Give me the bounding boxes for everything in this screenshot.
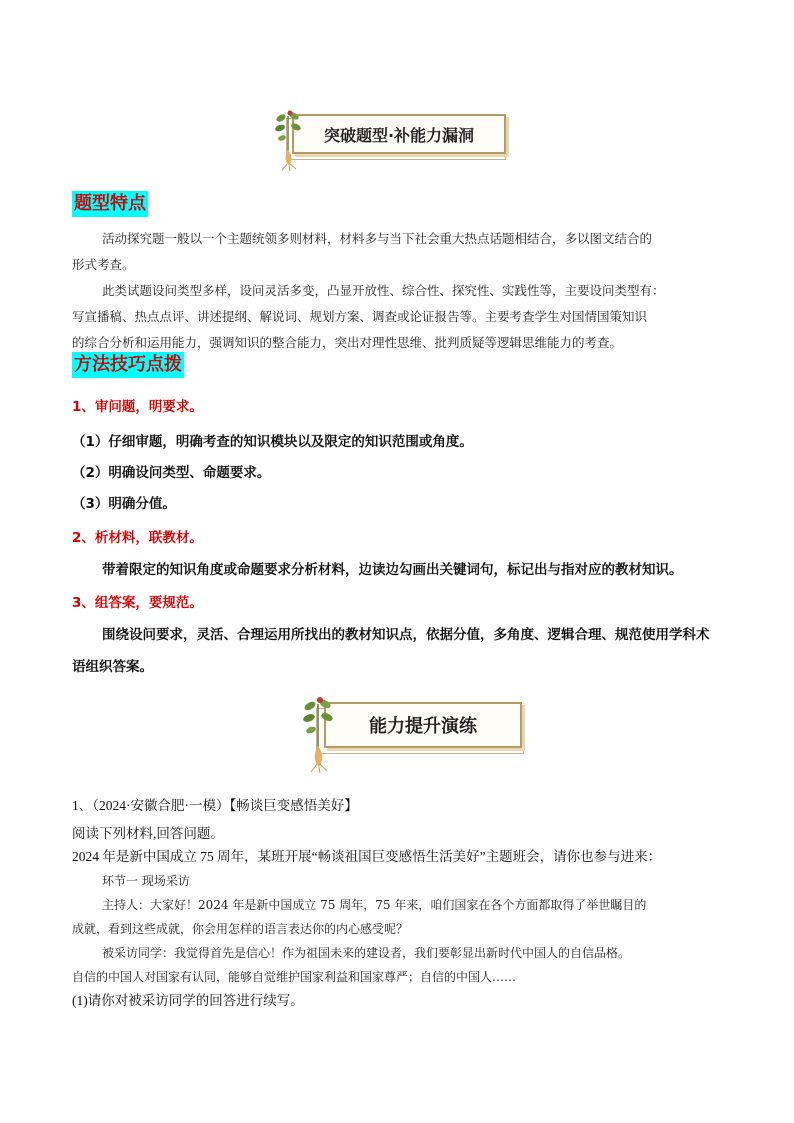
- tip-3-text-cont: 语组织答案。: [72, 659, 153, 675]
- tip-2-text: 带着限定的知识角度或命题要求分析材料，边读边勾画出关键词句，标记出与指对应的教材知识。: [102, 562, 683, 578]
- material-student: 被采访同学：我觉得首先是信心！作为祖国未来的建设者，我们要彰显出新时代中国人的自信品格。: [102, 946, 631, 960]
- material-student-cont: 自信的中国人对国家有认同，能够自觉维护国家利益和国家尊严；自信的中国人……: [72, 970, 517, 984]
- question-context: 2024 年是新中国成立 75 周年，某班开展“畅谈祖国巨变感悟生活美好”主题班会，请你也参与进来：: [72, 849, 662, 864]
- banner-frame-front: [292, 114, 506, 154]
- ginseng-icon: [298, 694, 338, 774]
- tip-heading-1: 1、审问题，明要求。: [72, 399, 203, 415]
- features-paragraph-2: 此类试题设问类型多样，设问灵活多变，凸显开放性、综合性、探究性、实践性等，主要设问类型有：: [102, 283, 665, 298]
- features-paragraph-1: 活动探究题一般以一个主题统领多则材料，材料多与当下社会重大热点话题相结合，多以图文结合的: [102, 231, 653, 246]
- heading-question-features: 题型特点: [72, 191, 148, 217]
- ginseng-icon: [270, 108, 306, 172]
- section-banner-practice: [300, 700, 530, 760]
- features-paragraph-1-cont: 形式考查。: [72, 257, 135, 272]
- heading-method-tips: 方法技巧点拨: [72, 352, 184, 378]
- question-intro: 阅读下列材料,回答问题。: [72, 826, 224, 841]
- material-host-cont: 成就，看到这些成就，你会用怎样的语言表达你的内心感受呢？: [72, 922, 409, 936]
- sub-question-1: (1)请你对被采访同学的回答进行续写。: [72, 993, 304, 1008]
- tip-1-item-2: （2）明确设问类型、命题要求。: [72, 465, 271, 481]
- material-step: 环节一 现场采访: [102, 874, 190, 888]
- material-host: 主持人：大家好！2024 年是新中国成立 75 周年，75 年来，咱们国家在各个方面都取得了举世瞩目的: [102, 898, 647, 912]
- banner-title: 能力提升演练: [369, 716, 477, 737]
- features-paragraph-2-cont: 写宣播稿、热点点评、讲述提纲、解说词、规划方案、调查或论证报告等。主要考查学生对国情国策知识: [72, 309, 648, 324]
- banner-frame-front: [324, 702, 522, 748]
- banner-title: 突破题型·补能力漏洞: [323, 125, 475, 145]
- section-banner-breakthrough: [272, 112, 512, 172]
- tip-heading-3: 3、组答案，要规范。: [72, 595, 203, 611]
- tip-3-text: 围绕设问要求，灵活、合理运用所找出的教材知识点，依据分值，多角度、逻辑合理、规范使用学科术: [102, 627, 710, 643]
- question-title: 1、（2024·安徽合肥·一模）【畅谈巨变感悟美好】: [72, 798, 358, 813]
- tip-1-item-1: （1）仔细审题，明确考查的知识模块以及限定的知识范围或角度。: [72, 434, 473, 450]
- tip-1-item-3: （3）明确分值。: [72, 496, 176, 512]
- tip-heading-2: 2、析材料，联教材。: [72, 530, 203, 546]
- features-paragraph-2-end: 的综合分析和运用能力，强调知识的整合能力，突出对理性思维、批判质疑等逻辑思维能力的考查。: [72, 335, 623, 350]
